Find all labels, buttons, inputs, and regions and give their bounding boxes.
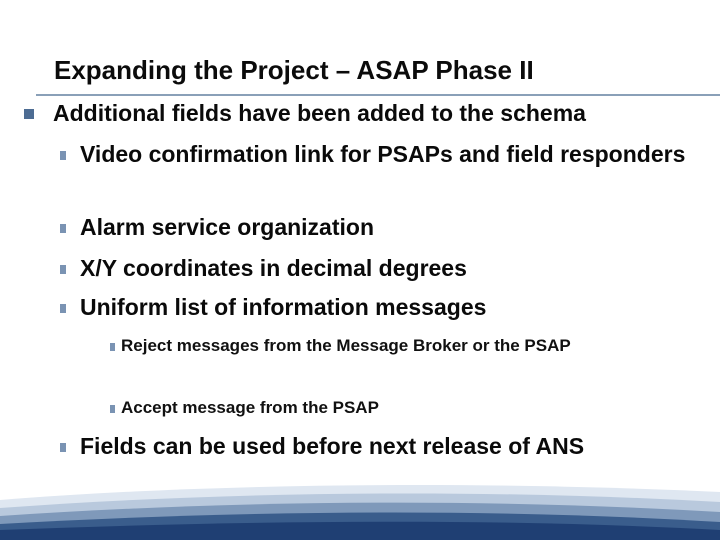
bullet-text: Video confirmation link for PSAPs and field responders (80, 141, 686, 167)
bullet-square-icon (24, 109, 34, 119)
sub-bullet-item (60, 431, 700, 461)
bullet-text: Accept message from the PSAP (121, 398, 379, 417)
bullet-square-icon (110, 343, 115, 351)
sub-bullet-item (60, 292, 700, 322)
bullet-square-icon (60, 265, 66, 274)
sub-bullet-item (60, 139, 700, 169)
bullet-text: Uniform list of information messages (80, 294, 487, 320)
sub-bullet-item (60, 253, 700, 283)
bullet-text: Alarm service organization (80, 214, 374, 240)
sub-bullet-item (60, 212, 700, 242)
bullet-item (24, 98, 714, 128)
bullet-square-icon (60, 224, 66, 233)
bullet-square-icon (60, 151, 66, 160)
sub-sub-bullet-item (110, 398, 700, 418)
bullet-text: X/Y coordinates in decimal degrees (80, 255, 467, 281)
bullet-text: Fields can be used before next release of ANS (80, 433, 585, 459)
sub-sub-bullet-item (110, 336, 690, 356)
bullet-square-icon (110, 405, 115, 413)
bullet-text: Reject messages from the Message Broker or the PSAP (121, 336, 571, 355)
title-divider (36, 94, 720, 96)
bullet-text: Additional fields have been added to the schema (53, 100, 586, 126)
bullet-square-icon (60, 443, 66, 452)
slide-title: Expanding the Project – ASAP Phase II (54, 55, 534, 85)
footer-wave-decoration (0, 478, 720, 540)
bullet-square-icon (60, 304, 66, 313)
